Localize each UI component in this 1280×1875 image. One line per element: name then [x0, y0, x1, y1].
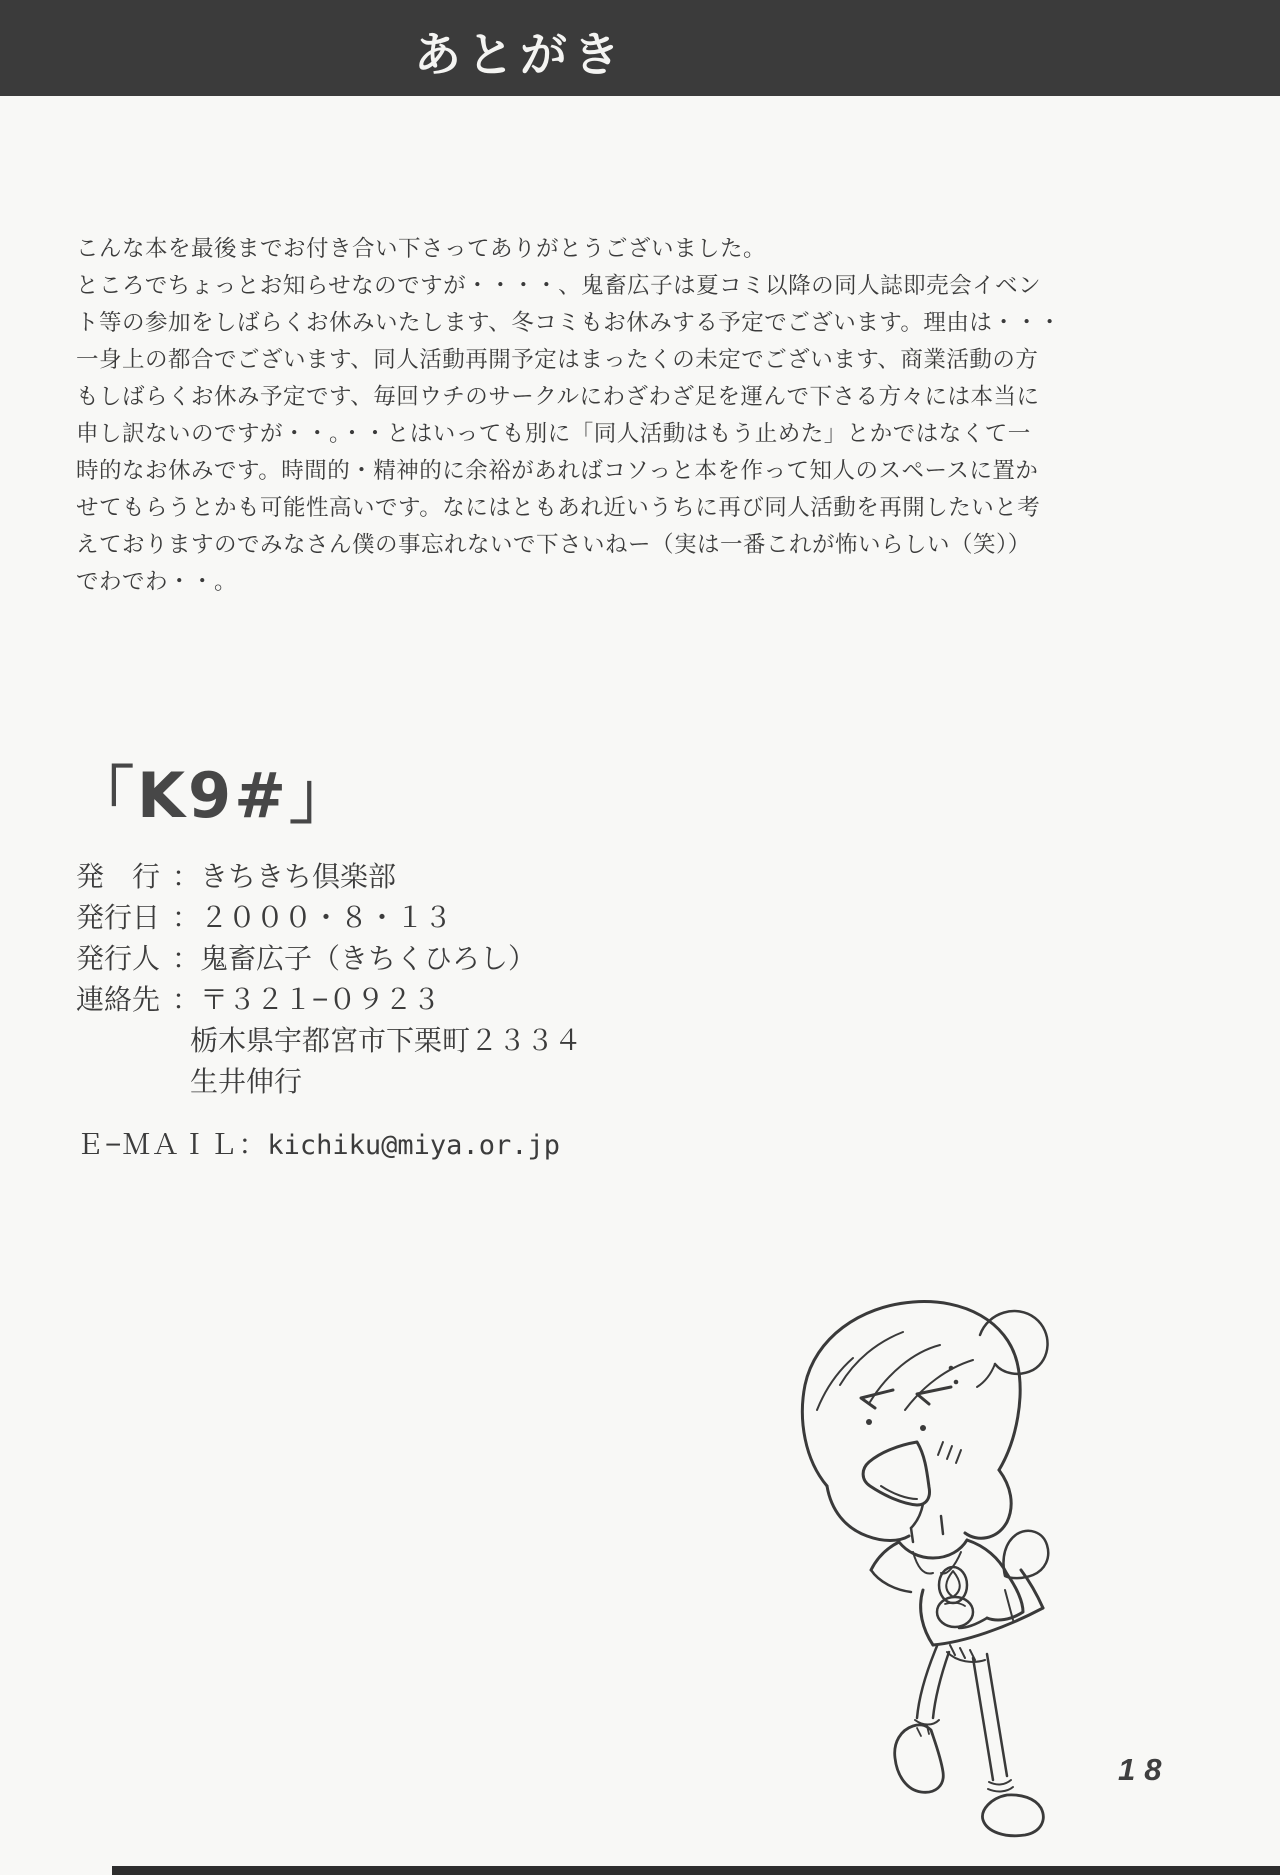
page-header-bar [0, 0, 1280, 96]
afterword-paragraph [76, 230, 1062, 600]
page-number: 18 [1118, 1752, 1171, 1787]
colophon-address-line: 生井伸行 [190, 1066, 303, 1097]
colophon-email-row [76, 1124, 676, 1166]
colophon-label: 連絡先 [76, 984, 161, 1015]
chibi-girl-shouting-illustration [655, 1290, 1065, 1850]
book-title: 「K9#」 [72, 759, 355, 832]
colophon-value: きちきち倶楽部 [200, 861, 397, 892]
colophon-separator: ： [172, 861, 201, 892]
afterword-line: せてもらうとかも可能性高いです。なにはともあれ近いうちに再び同人活動を再開したいと考 [76, 495, 1041, 520]
colophon-label: 発行日 [76, 902, 161, 933]
colophon [76, 856, 676, 1166]
afterword-line: 一身上の都合でございます、同人活動再開予定はまったくの未定でございます、商業活動の方 [76, 347, 1039, 372]
colophon-row-publisher [76, 856, 676, 897]
colophon-separator: ： [172, 984, 201, 1015]
colophon-value: 〒３２１−０９２３ [200, 984, 441, 1015]
afterword-line: 時的なお休みです。時間的・精神的に余裕があればコソっと本を作って知人のスペースに置か [76, 458, 1039, 483]
colophon-label: 発 行 [76, 861, 161, 892]
colophon-address-line: 栃木県宇都宮市下栗町２３３４ [190, 1025, 583, 1056]
afterword-line: でわでわ・・。 [76, 569, 238, 594]
colophon-row-author [76, 938, 676, 979]
afterword-line: もしばらくお休み予定です、毎回ウチのサークルにわざわざ足を運んで下さる方々には本当に [76, 384, 1040, 409]
scan-edge-strip [112, 1866, 1280, 1875]
colophon-row-contact [76, 979, 676, 1020]
afterword-line: えておりますのでみなさん僕の事忘れないで下さいねー（実は一番これが怖いらしい（笑）） [76, 532, 1031, 557]
email-value: kichiku@miya.or.jp [267, 1130, 560, 1161]
colophon-value: 鬼畜広子（きちくひろし） [200, 943, 537, 974]
page-title: あとがき [414, 28, 626, 81]
colophon-value: ２０００・８・１３ [200, 902, 453, 933]
colophon-row-date [76, 897, 676, 938]
afterword-line: こんな本を最後までお付き合い下さってありがとうございました。 [76, 236, 767, 261]
colophon-label: 発行人 [76, 943, 161, 974]
colophon-separator: ： [172, 902, 201, 933]
colophon-separator: ： [238, 1129, 268, 1160]
afterword-line: 申し訳ないのですが・・。・・とはいっても別に「同人活動はもう止めた」とかではなくて一 [76, 421, 1031, 446]
afterword-line: ト等の参加をしばらくお休みいたします、冬コミもお休みする予定でございます。理由は・・・ [76, 310, 1062, 335]
email-label: Ｅ−ＭＡＩＬ [76, 1129, 239, 1160]
afterword-line: ところでちょっとお知らせなのですが・・・・、鬼畜広子は夏コミ以降の同人誌即売会イベン [76, 273, 1042, 298]
colophon-separator: ： [172, 943, 201, 974]
